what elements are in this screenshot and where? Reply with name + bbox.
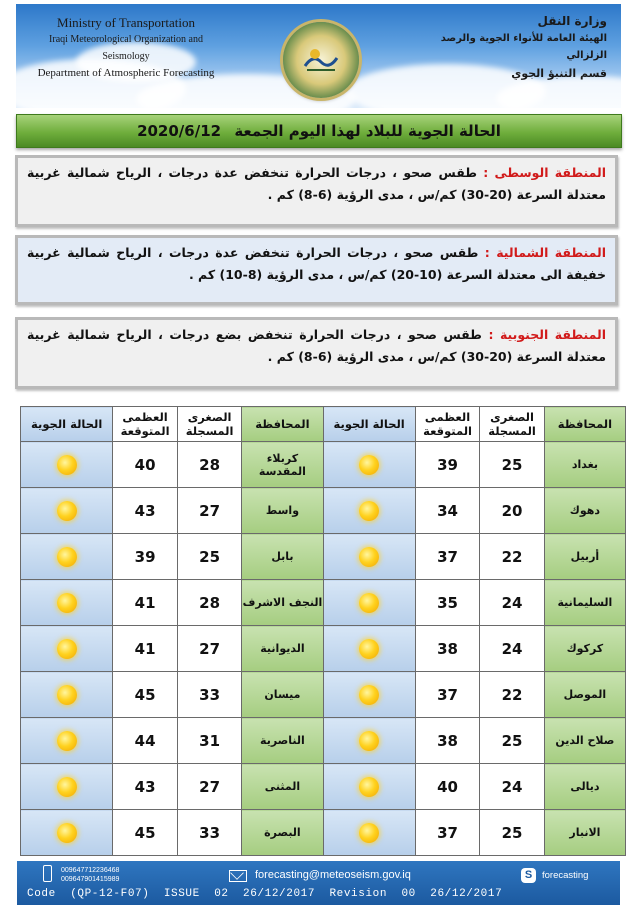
title-text: الحالة الجوية للبلاد لهذا اليوم الجمعة [234,122,501,140]
governorate-cell: السليمانية [544,580,625,626]
phone-icon [43,865,52,882]
min-temp-cell: 27 [177,764,242,810]
governorate-cell: ميسان [242,672,323,718]
sun-icon [359,501,379,521]
max-temp-cell: 37 [415,672,480,718]
max-temp-cell: 38 [415,626,480,672]
region-name: المنطقة الشمالية : [484,245,606,260]
governorate-cell: المثنى [242,764,323,810]
governorate-cell: واسط [242,488,323,534]
weather-cell [323,764,415,810]
header-governorate: المحافظة [544,407,625,442]
weather-cell [323,626,415,672]
governorate-cell: كركوك [544,626,625,672]
header-weather: الحالة الجوية [323,407,415,442]
header-governorate: المحافظة [242,407,323,442]
weather-cell [21,488,113,534]
max-temp-cell: 40 [415,764,480,810]
table-header-row [21,407,626,442]
table-row [21,534,626,580]
region-central [15,155,618,227]
table-row [21,718,626,764]
max-temp-cell: 39 [113,534,178,580]
weather-cell [21,442,113,488]
max-temp-cell: 35 [415,580,480,626]
sun-icon [359,455,379,475]
organization-name-ar: الهيئة العامة للأنواء الجوية والرصد الزلزالي [440,33,607,61]
min-temp-cell: 25 [480,718,545,764]
sun-icon [57,777,77,797]
weather-cell [21,626,113,672]
max-temp-cell: 34 [415,488,480,534]
weather-cell [323,810,415,856]
weather-cell [323,718,415,764]
sun-icon [57,593,77,613]
governorate-cell: النجف الاشرف [242,580,323,626]
header-max-temp: العظمى المتوقعة [415,407,480,442]
weather-cell [21,672,113,718]
min-temp-cell: 24 [480,764,545,810]
region-forecast: طقس صحو ، درجات الحرارة تنخفض عدة درجات ، الرياح شمالية غربية خفيفة الى معتدلة السرعة (10-20) كم/س ، مدى الرؤية (8-10) كم . [27,245,606,282]
header-min-temp: الصغرى المسجلة [177,407,242,442]
skype-icon: S [521,868,536,883]
weather-cell [21,810,113,856]
min-temp-cell: 25 [177,534,242,580]
max-temp-cell: 43 [113,488,178,534]
weather-cell [21,718,113,764]
sun-icon [57,639,77,659]
min-temp-cell: 24 [480,580,545,626]
max-temp-cell: 44 [113,718,178,764]
max-temp-cell: 37 [415,810,480,856]
governorate-cell: كربلاء المقدسة [242,442,323,488]
phone-number: 009647712236468 [61,867,120,874]
min-temp-cell: 25 [480,442,545,488]
organization-name-en: Iraqi Meteorological Organization and Seismology [49,34,203,62]
header-english-text [26,14,226,82]
footer-bar [17,861,620,905]
table-row [21,672,626,718]
min-temp-cell: 28 [177,442,242,488]
sun-icon [359,731,379,751]
min-temp-cell: 33 [177,810,242,856]
weather-cell [21,764,113,810]
governorate-cell: البصرة [242,810,323,856]
weather-cell [323,534,415,580]
region-north [15,235,618,305]
governorate-cell: الديوانية [242,626,323,672]
department-name-en: Department of Atmospheric Forecasting [37,67,215,79]
page-title [16,114,622,148]
max-temp-cell: 43 [113,764,178,810]
weather-cell [323,580,415,626]
email-icon [229,870,247,882]
governorate-cell: ديالى [544,764,625,810]
min-temp-cell: 25 [480,810,545,856]
sun-icon [359,593,379,613]
min-temp-cell: 22 [480,534,545,580]
weather-cell [21,580,113,626]
document-code: Code (QP-12-F07) ISSUE 02 26/12/2017 Revision 00 26/12/2017 [27,888,503,900]
header-min-temp: الصغرى المسجلة [480,407,545,442]
sun-icon [359,823,379,843]
max-temp-cell: 45 [113,672,178,718]
governorate-cell: الانبار [544,810,625,856]
table-row [21,626,626,672]
sun-icon [57,823,77,843]
region-south [15,317,618,389]
max-temp-cell: 40 [113,442,178,488]
sun-icon [359,777,379,797]
min-temp-cell: 31 [177,718,242,764]
governorate-cell: الموصل [544,672,625,718]
min-temp-cell: 27 [177,488,242,534]
max-temp-cell: 45 [113,810,178,856]
min-temp-cell: 27 [177,626,242,672]
ministry-name-en: Ministry of Transportation [57,15,195,30]
footer-phones [61,866,119,884]
footer-skype[interactable]: forecasting [542,870,589,881]
phone-number: 009647901415989 [61,876,120,883]
table-row [21,764,626,810]
region-forecast: طقس صحو ، درجات الحرارة تنخفض عدة درجات ، الرياح شمالية غربية معتدلة السرعة (20-30) كم/س ، مدى الرؤية (6-8) كم . [27,165,606,202]
min-temp-cell: 22 [480,672,545,718]
min-temp-cell: 28 [177,580,242,626]
min-temp-cell: 33 [177,672,242,718]
weather-cell [323,488,415,534]
max-temp-cell: 37 [415,534,480,580]
title-date: 2020/6/12 [137,122,222,140]
table-row [21,488,626,534]
sun-icon [359,547,379,567]
region-name: المنطقة الوسطى : [483,165,606,180]
logo-emblem-icon [303,44,339,74]
governorate-cell: الناصرية [242,718,323,764]
organization-logo [283,22,359,98]
governorate-cell: صلاح الدين [544,718,625,764]
sun-icon [57,731,77,751]
max-temp-cell: 39 [415,442,480,488]
footer-email[interactable]: forecasting@meteoseism.gov.iq [255,869,411,881]
department-name-ar: قسم التنبؤ الجوي [511,67,607,80]
min-temp-cell: 24 [480,626,545,672]
sun-icon [359,639,379,659]
weather-cell [21,534,113,580]
governorate-cell: بغداد [544,442,625,488]
ministry-name-ar: وزارة النقل [537,14,607,28]
sun-icon [359,685,379,705]
table-row [21,580,626,626]
governorate-cell: دهوك [544,488,625,534]
header-weather: الحالة الجوية [21,407,113,442]
header-max-temp: العظمى المتوقعة [113,407,178,442]
governorate-cell: أربيل [544,534,625,580]
sun-icon [57,685,77,705]
temperature-table [20,406,626,856]
table-row [21,810,626,856]
region-name: المنطقة الجنوبية : [488,327,607,342]
max-temp-cell: 41 [113,626,178,672]
weather-cell [323,442,415,488]
min-temp-cell: 20 [480,488,545,534]
sun-icon [57,455,77,475]
header-arabic-text [397,12,607,84]
table-row [21,442,626,488]
max-temp-cell: 41 [113,580,178,626]
header-banner [16,4,621,108]
sun-icon [57,501,77,521]
max-temp-cell: 38 [415,718,480,764]
weather-cell [323,672,415,718]
governorate-cell: بابل [242,534,323,580]
sun-icon [57,547,77,567]
region-forecast: طقس صحو ، درجات الحرارة تنخفض بضع درجات ، الرياح شمالية غربية معتدلة السرعة (20-30) كم/س ، مدى الرؤية (6-8) كم . [27,327,606,364]
